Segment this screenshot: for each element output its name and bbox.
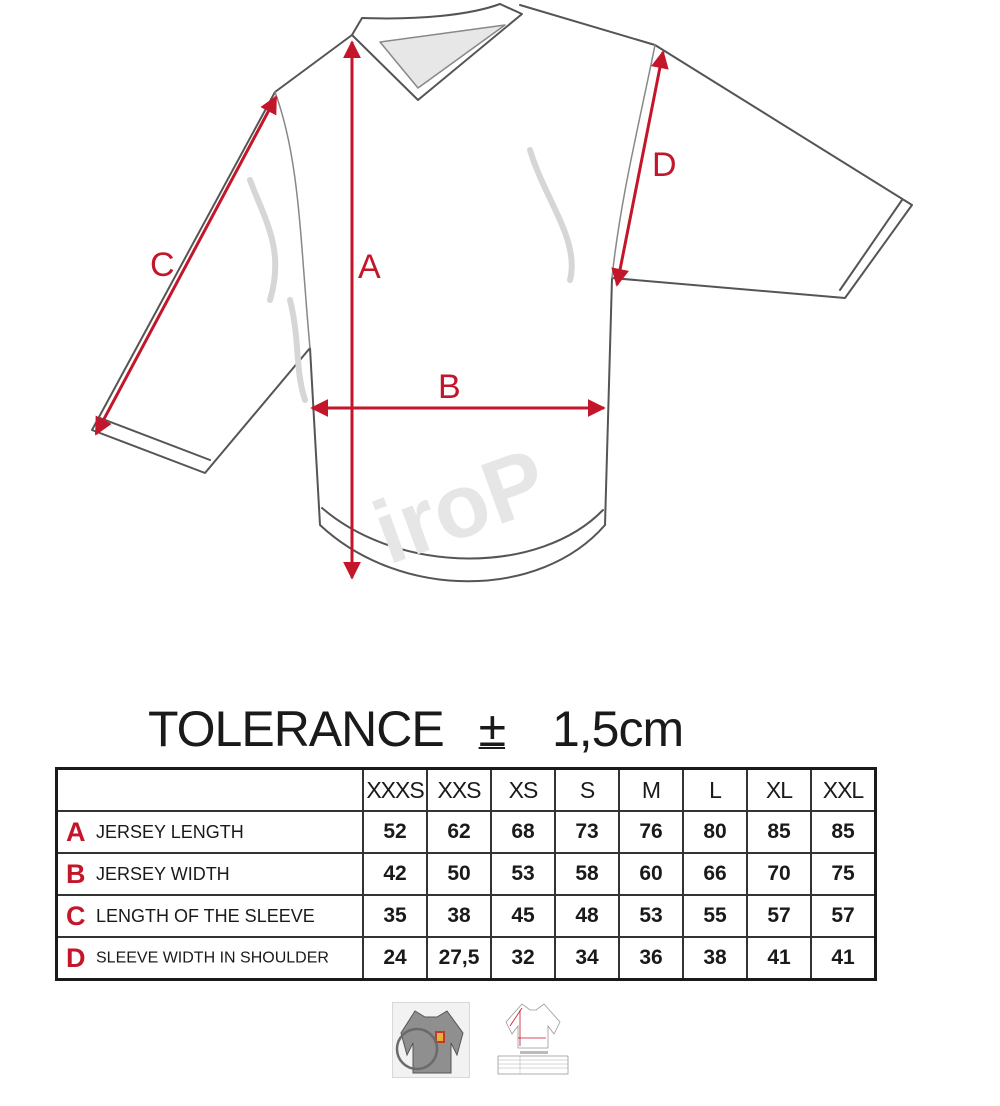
tolerance-heading [148, 700, 683, 758]
label-a: A [358, 248, 381, 286]
label-c: C [150, 246, 175, 284]
watermark-text: iroP [361, 429, 560, 584]
table-row [57, 937, 876, 980]
header-blank-cell [57, 769, 364, 812]
table-cell: 45 [491, 895, 555, 937]
table-cell: 50 [427, 853, 491, 895]
measurement-name [57, 895, 364, 937]
size-header: S [555, 769, 619, 812]
tolerance-value: 1,5cm [551, 701, 684, 757]
size-chart-thumbnail-icon[interactable] [492, 1000, 574, 1076]
table-cell: 55 [683, 895, 747, 937]
measurement-letter: A [66, 816, 86, 847]
size-header: XL [747, 769, 811, 812]
table-cell: 53 [619, 895, 683, 937]
table-cell: 62 [427, 811, 491, 853]
table-row [57, 811, 876, 853]
table-cell: 85 [747, 811, 811, 853]
measurement-letter: C [66, 900, 86, 931]
table-cell: 41 [747, 937, 811, 980]
tolerance-text: TOLERANCE [148, 701, 444, 757]
measurement-label: LENGTH OF THE SLEEVE [96, 905, 315, 926]
table-cell: 57 [811, 895, 876, 937]
measurement-name [57, 811, 364, 853]
plus-minus-symbol: ± [478, 701, 506, 757]
measurement-name [57, 853, 364, 895]
table-row [57, 895, 876, 937]
table-cell: 32 [491, 937, 555, 980]
table-cell: 38 [683, 937, 747, 980]
table-cell: 85 [811, 811, 876, 853]
table-cell: 52 [363, 811, 427, 853]
table-cell: 34 [555, 937, 619, 980]
table-cell: 36 [619, 937, 683, 980]
table-cell: 76 [619, 811, 683, 853]
label-b: B [438, 368, 461, 406]
size-header: XXS [427, 769, 491, 812]
table-cell: 48 [555, 895, 619, 937]
table-cell: 68 [491, 811, 555, 853]
size-header: L [683, 769, 747, 812]
measurement-name [57, 937, 364, 980]
measurement-label: JERSEY WIDTH [96, 863, 230, 884]
table-cell: 66 [683, 853, 747, 895]
table-cell: 38 [427, 895, 491, 937]
label-d: D [652, 146, 677, 184]
table-cell: 27,5 [427, 937, 491, 980]
table-cell: 58 [555, 853, 619, 895]
measurement-label: JERSEY LENGTH [96, 821, 244, 842]
line-c [96, 97, 276, 434]
size-header: XXL [811, 769, 876, 812]
table-cell: 24 [363, 937, 427, 980]
table-cell: 42 [363, 853, 427, 895]
size-header: XXXS [363, 769, 427, 812]
measurement-letter: B [66, 858, 86, 889]
table-cell: 60 [619, 853, 683, 895]
gray-jersey-thumbnail-icon[interactable] [392, 1002, 470, 1078]
size-header: XS [491, 769, 555, 812]
table-cell: 35 [363, 895, 427, 937]
table-cell: 41 [811, 937, 876, 980]
table-cell: 73 [555, 811, 619, 853]
measurement-label: SLEEVE WIDTH IN SHOULDER [96, 949, 329, 966]
table-row [57, 853, 876, 895]
table-cell: 80 [683, 811, 747, 853]
size-header-row [57, 769, 876, 812]
size-table [55, 767, 877, 981]
table-cell: 70 [747, 853, 811, 895]
table-cell: 57 [747, 895, 811, 937]
fold-shading [250, 150, 572, 400]
table-cell: 53 [491, 853, 555, 895]
table-cell: 75 [811, 853, 876, 895]
size-header: M [619, 769, 683, 812]
measurement-letter: D [66, 942, 86, 973]
